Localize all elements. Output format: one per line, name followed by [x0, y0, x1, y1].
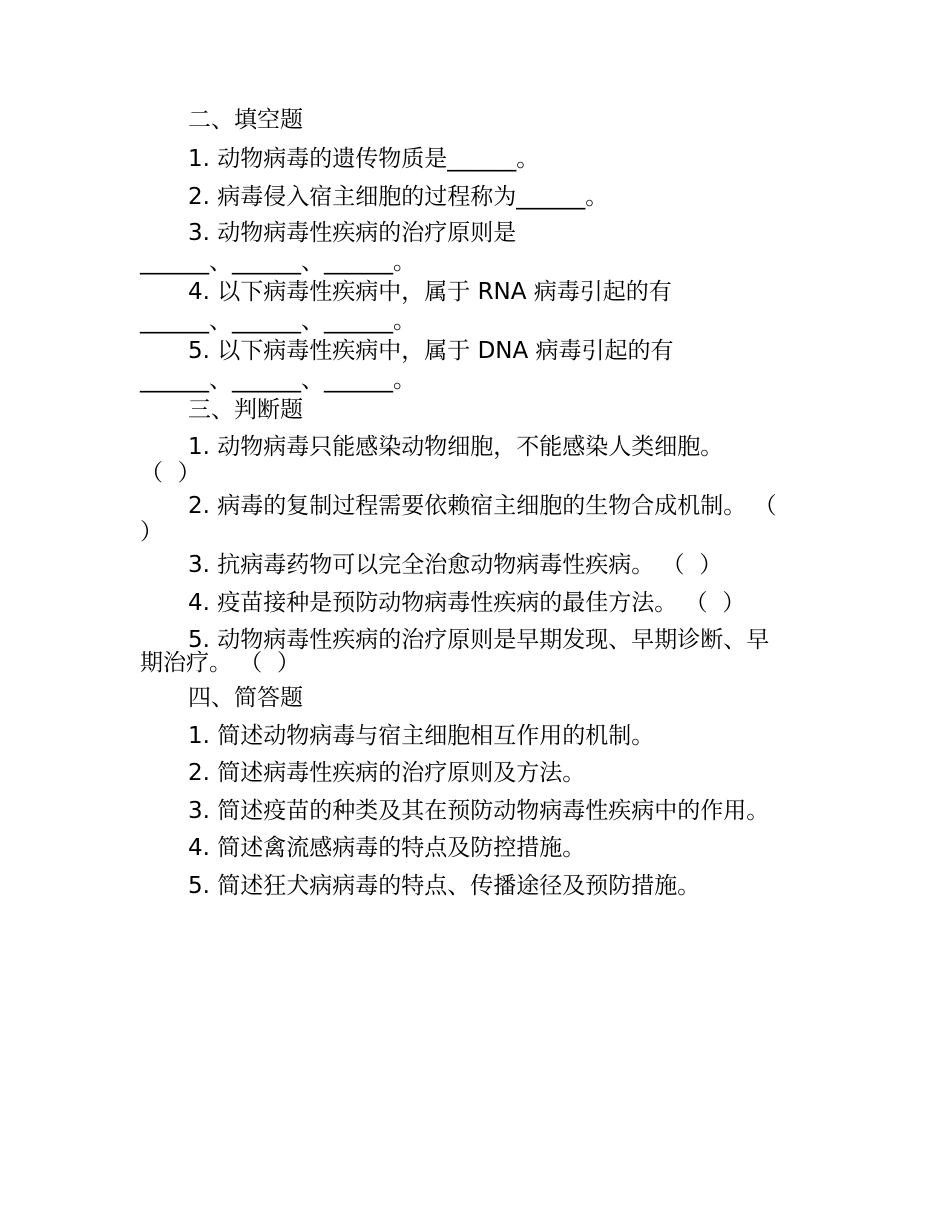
short-answer-question-4: 4. 简述禽流感病毒的特点及防控措施。 — [188, 835, 586, 861]
true-false-question-2: 2. 病毒的复制过程需要依赖宿主细胞的生物合成机制。 （ — [188, 493, 777, 519]
true-false-question-3: 3. 抗病毒药物可以完全治愈动物病毒性疾病。 （ ） — [188, 552, 723, 578]
short-answer-question-5: 5. 简述狂犬病病毒的特点、传播途径及预防措施。 — [188, 873, 701, 899]
true-false-question-2-bracket: ） — [140, 519, 163, 545]
true-false-question-5: 5. 动物病毒性疾病的治疗原则是早期发现、早期诊断、早 — [188, 627, 770, 653]
short-answer-question-3: 3. 简述疫苗的种类及其在预防动物病毒性疾病中的作用。 — [188, 798, 770, 824]
fill-blank-question-4-blanks: ______、______、______。 — [140, 308, 416, 334]
true-false-question-1: 1. 动物病毒只能感染动物细胞，不能感染人类细胞。 — [188, 434, 724, 460]
fill-blank-question-4: 4. 以下病毒性疾病中，属于 RNA 病毒引起的有 — [188, 279, 672, 305]
true-false-question-1-bracket: （ ） — [140, 460, 201, 486]
section-heading-fill-blank: 二、填空题 — [188, 107, 303, 133]
fill-blank-question-5-blanks: ______、______、______。 — [140, 367, 416, 393]
true-false-question-5-cont: 期治疗。 （ ） — [140, 650, 300, 676]
section-heading-true-false: 三、判断题 — [188, 397, 303, 423]
fill-blank-question-3-blanks: ______、______、______。 — [140, 249, 416, 275]
short-answer-question-1: 1. 简述动物病毒与宿主细胞相互作用的机制。 — [188, 723, 655, 749]
short-answer-question-2: 2. 简述病毒性疾病的治疗原则及方法。 — [188, 760, 586, 786]
fill-blank-question-1: 1. 动物病毒的遗传物质是______。 — [188, 146, 540, 172]
fill-blank-question-5: 5. 以下病毒性疾病中，属于 DNA 病毒引起的有 — [188, 338, 674, 364]
fill-blank-question-2: 2. 病毒侵入宿主细胞的过程称为______。 — [188, 184, 609, 210]
true-false-question-4: 4. 疫苗接种是预防动物病毒性疾病的最佳方法。 （ ） — [188, 590, 746, 616]
fill-blank-question-3: 3. 动物病毒性疾病的治疗原则是 — [188, 220, 517, 246]
section-heading-short-answer: 四、简答题 — [188, 685, 303, 711]
